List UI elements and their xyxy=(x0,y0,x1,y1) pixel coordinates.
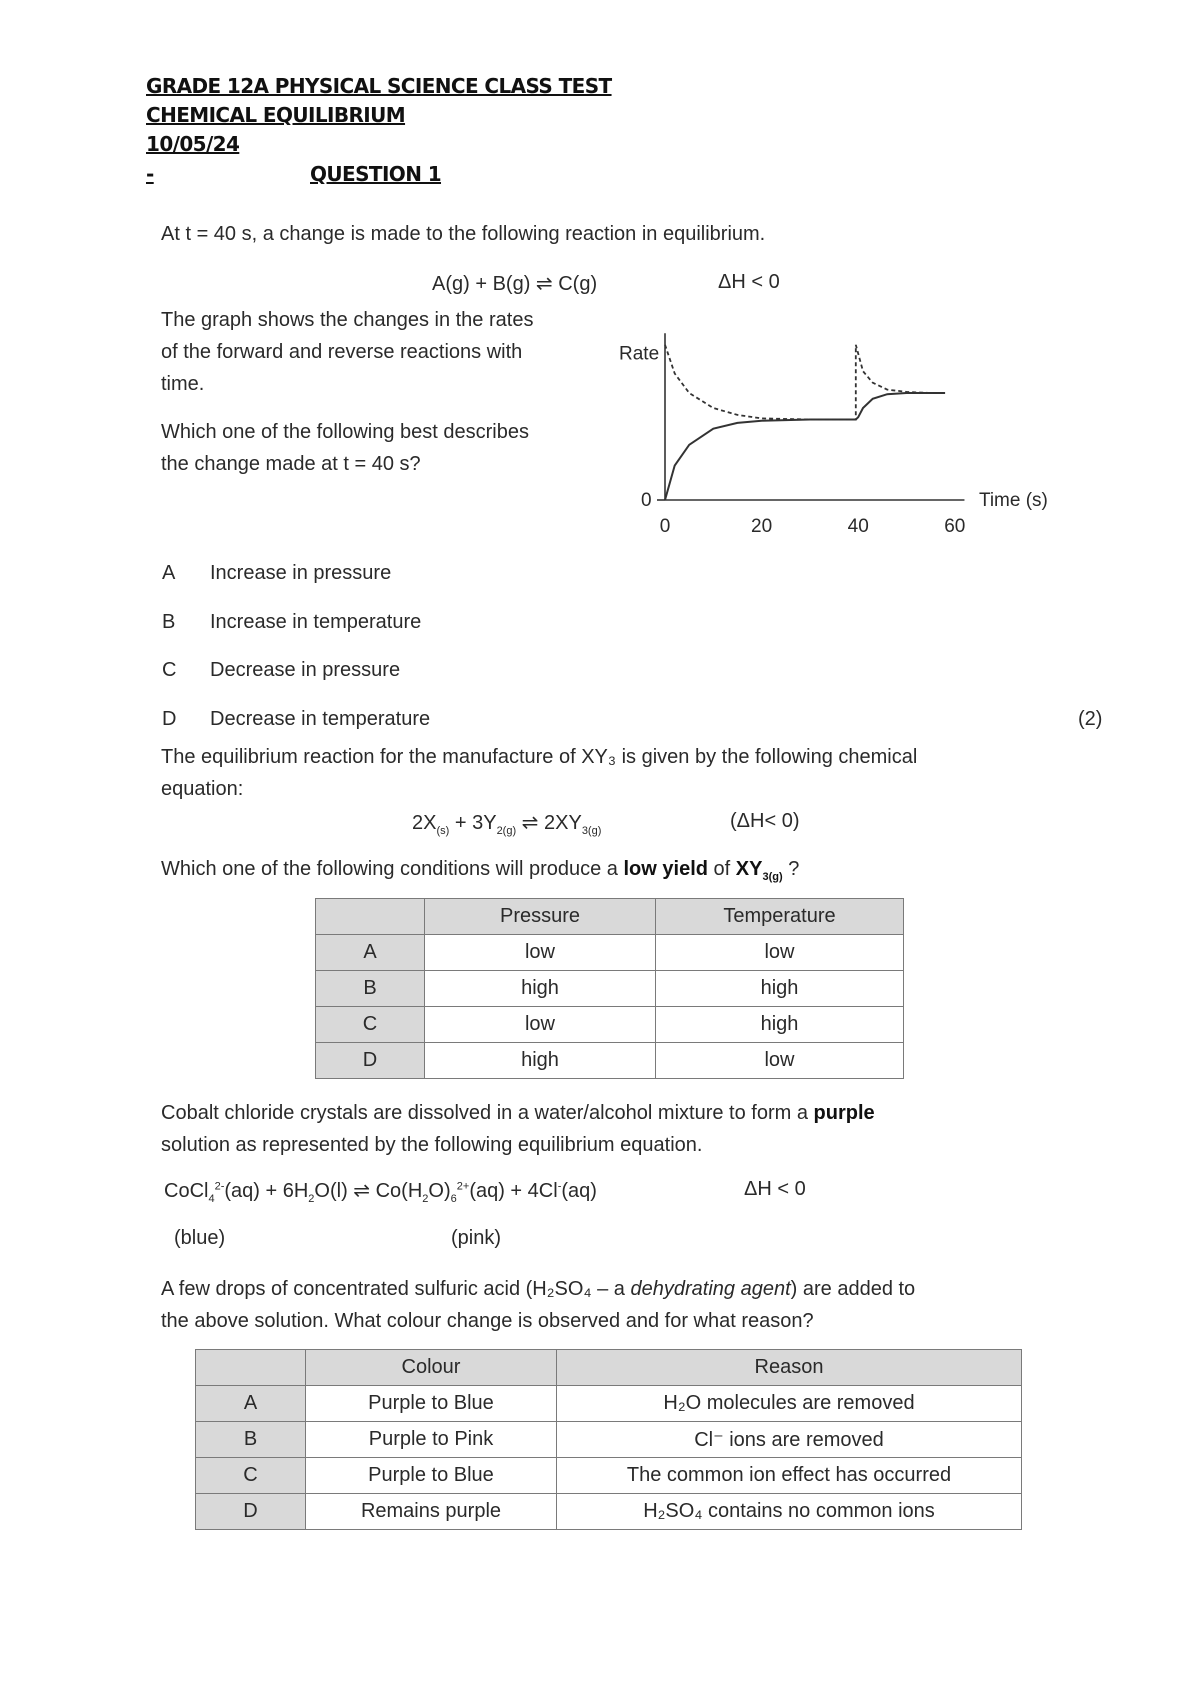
rate-time-graph xyxy=(590,315,1090,545)
table-cell: D xyxy=(316,1043,425,1079)
x-tick-label: 20 xyxy=(751,516,773,537)
q1-option-letter: A xyxy=(162,562,176,584)
table-cell: low xyxy=(656,935,904,971)
x-tick-label: 40 xyxy=(847,516,869,537)
q2-options-table xyxy=(315,898,904,1079)
q3-ask-2: the above solution. What colour change is observed and for what reason? xyxy=(161,1310,814,1332)
q2-ask xyxy=(161,853,799,893)
q3-pink-label: (pink) xyxy=(451,1227,502,1249)
q1-intro: At t = 40 s, a change is made to the following reaction in equilibrium. xyxy=(161,223,766,245)
table-cell: high xyxy=(656,1007,904,1043)
q1-enthalpy: ΔH < 0 xyxy=(718,271,780,293)
table-header-cell: Temperature xyxy=(656,899,904,935)
q2-ask-post: ? xyxy=(788,858,800,880)
table-cell: high xyxy=(425,971,656,1007)
q3-ask-ital: dehydrating agent xyxy=(630,1278,791,1300)
q1-option-letter: D xyxy=(162,708,177,730)
table-cell: low xyxy=(425,1007,656,1043)
q1-desc-1: The graph shows the changes in the rates xyxy=(161,309,534,331)
table-row xyxy=(196,1422,1022,1458)
q1-desc-2: of the forward and reverse reactions with xyxy=(161,341,523,363)
table-cell: low xyxy=(425,935,656,971)
table-cell: A xyxy=(316,935,425,971)
header-dash: - xyxy=(146,162,154,186)
q1-ask-1: Which one of the following best describes xyxy=(161,421,529,443)
q1-option-text: Increase in temperature xyxy=(210,611,422,633)
q3-ask-1 xyxy=(161,1273,915,1305)
test-title: GRADE 12A PHYSICAL SCIENCE CLASS TEST xyxy=(146,74,612,98)
x-tick-label: 60 xyxy=(944,516,966,537)
table-header-cell: Colour xyxy=(306,1350,557,1386)
q1-option-text: Decrease in temperature xyxy=(210,708,431,730)
table-row xyxy=(196,1458,1022,1494)
q3-equation: CoCl$_4^{2-}$(aq) + $6H_2O(l)$ ⇌ $Co(H_2O)_6^{2+}(aq) + 4Cl^-(aq)$ xyxy=(164,1180,597,1205)
table-header-cell xyxy=(196,1350,306,1386)
q3-intro-2: solution as represented by the following equilibrium equation. xyxy=(161,1134,703,1156)
q1-option-text: Decrease in pressure xyxy=(210,659,401,681)
q1-option-letter: B xyxy=(162,611,176,633)
table-header-cell xyxy=(316,899,425,935)
q2-ask-bold: low yield xyxy=(623,858,708,880)
test-date: 10/05/24 xyxy=(146,132,240,156)
table-row xyxy=(316,1007,904,1043)
table-cell: Cl⁻ ions are removed xyxy=(557,1422,1022,1458)
q1-ask-2: the change made at t = 40 s? xyxy=(161,453,421,475)
table-row xyxy=(316,1043,904,1079)
q2-ask-pre: Which one of the following conditions will produce a xyxy=(161,858,618,880)
q1-desc-3: time. xyxy=(161,373,205,395)
q3-intro-pre: Cobalt chloride crystals are dissolved in a water/alcohol mixture to form a xyxy=(161,1102,808,1124)
q1-equation: A(g) + B(g) ⇌ C(g) xyxy=(432,273,598,295)
table-cell: B xyxy=(316,971,425,1007)
table-cell: Purple to Pink xyxy=(306,1422,557,1458)
table-row xyxy=(196,1386,1022,1422)
table-row xyxy=(316,971,904,1007)
q3-enthalpy: ΔH < 0 xyxy=(744,1178,806,1200)
x-tick-label: 0 xyxy=(659,516,671,537)
table-header-row xyxy=(316,899,904,935)
q1-option-text: Increase in pressure xyxy=(210,562,392,584)
table-cell: C xyxy=(316,1007,425,1043)
table-cell: H₂O molecules are removed xyxy=(557,1386,1022,1422)
q1-option-letter: C xyxy=(162,659,177,681)
q1-marks: (2) xyxy=(1078,708,1103,730)
question-title: QUESTION 1 xyxy=(310,162,442,186)
q3-ask-pre: A few drops of concentrated sulfuric acid (H₂SO₄ – a xyxy=(161,1278,625,1300)
table-cell: D xyxy=(196,1494,306,1530)
q3-blue-label: (blue) xyxy=(174,1227,226,1249)
y-axis-label: Rate xyxy=(619,343,660,365)
table-cell: Purple to Blue xyxy=(306,1386,557,1422)
table-cell: high xyxy=(656,971,904,1007)
table-header-cell: Pressure xyxy=(425,899,656,935)
table-cell: high xyxy=(425,1043,656,1079)
test-topic: CHEMICAL EQUILIBRIUM xyxy=(146,103,406,127)
dashed-rate-line xyxy=(665,345,945,420)
q3-intro-1 xyxy=(161,1097,875,1129)
q2-equation: $2X_{(s)} + 3Y_{2(g)}$ ⇌ $2XY_{3(g)}$ xyxy=(412,812,602,837)
q3-options-table xyxy=(195,1349,1022,1530)
q2-intro-2: equation: xyxy=(161,778,244,800)
q3-ask-post: ) are added to xyxy=(790,1278,916,1300)
q2-ask-mid: of xyxy=(713,858,731,880)
q2-ask-species: $XY_{3(g)}$ xyxy=(735,858,783,883)
table-cell: The common ion effect has occurred xyxy=(557,1458,1022,1494)
table-cell: A xyxy=(196,1386,306,1422)
y-tick-label: 0 xyxy=(641,490,652,511)
table-header-cell: Reason xyxy=(557,1350,1022,1386)
table-cell: H₂SO₄ contains no common ions xyxy=(557,1494,1022,1530)
x-axis-label: Time (s) xyxy=(978,490,1048,511)
table-cell: low xyxy=(656,1043,904,1079)
q3-intro-bold: purple xyxy=(813,1102,875,1124)
table-cell: C xyxy=(196,1458,306,1494)
table-header-row xyxy=(196,1350,1022,1386)
table-cell: Purple to Blue xyxy=(306,1458,557,1494)
solid-rate-line xyxy=(665,393,945,500)
table-cell: B xyxy=(196,1422,306,1458)
table-row xyxy=(316,935,904,971)
table-row xyxy=(196,1494,1022,1530)
q2-intro-1: The equilibrium reaction for the manufacture of XY₃ is given by the following chemical xyxy=(161,746,918,768)
table-cell: Remains purple xyxy=(306,1494,557,1530)
q2-enthalpy: (ΔH< 0) xyxy=(730,810,800,832)
